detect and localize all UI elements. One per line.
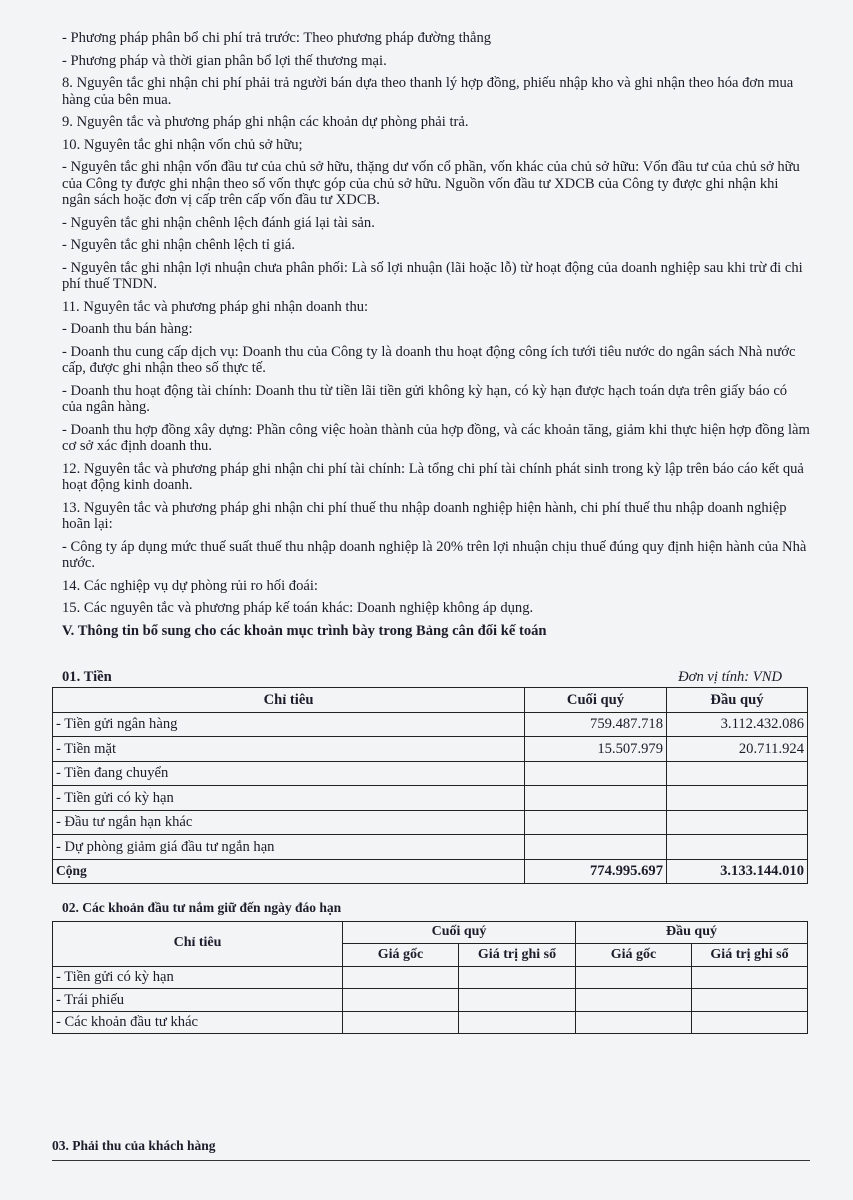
- column-subheader: Giá trị ghi sổ: [692, 944, 808, 967]
- row-label: - Đầu tư ngắn hạn khác: [53, 810, 525, 835]
- paragraph: - Doanh thu hoạt động tài chính: Doanh thu từ tiền lãi tiền gửi không kỳ hạn, có kỳ hạn được hạch toán dựa trên giấy báo có của ngân hàng.: [62, 382, 788, 415]
- paragraph: - Doanh thu hợp đồng xây dựng: Phần công việc hoàn thành của hợp đồng, và các khoản tăng, giảm khi thực hiện hợp đồng làm cơ sở xác định doanh thu.: [62, 421, 810, 454]
- cash-section-header: [62, 667, 810, 687]
- paragraph: - Doanh thu cung cấp dịch vụ: Doanh thu của Công ty là doanh thu hoạt động công ích tưới tiêu nước do ngân sách Nhà nước cấp, được ghi nhận theo số thực tế.: [62, 343, 796, 376]
- paragraph: - Nguyên tắc ghi nhận chênh lệch đánh giá lại tài sản.: [62, 214, 375, 231]
- row-label: - Trái phiếu: [53, 989, 343, 1012]
- empty-cell: [692, 989, 808, 1012]
- table-row: [53, 966, 808, 989]
- paragraph: - Công ty áp dụng mức thuế suất thuế thu nhập doanh nghiệp là 20% trên lợi nhuận chịu thuế đúng quy định hiện hành của Nhà nước.: [62, 538, 807, 571]
- empty-cell: [459, 966, 576, 989]
- end-value: [525, 761, 667, 786]
- row-label: - Tiền gửi có kỳ hạn: [53, 786, 525, 811]
- empty-cell: [576, 989, 692, 1012]
- row-label: - Dự phòng giảm giá đầu tư ngắn hạn: [53, 835, 525, 860]
- divider: [52, 1160, 810, 1161]
- paragraph: - Doanh thu bán hàng:: [62, 321, 193, 337]
- cash-table: [52, 687, 808, 884]
- row-label: - Tiền mặt: [53, 737, 525, 762]
- paragraph: - Nguyên tắc ghi nhận lợi nhuận chưa phân phối: Là số lợi nhuận (lãi hoặc lỗ) từ hoạt động của doanh nghiệp sau khi trừ đi chi phí thuế TNDN.: [62, 259, 803, 292]
- paragraph: 12. Nguyên tắc và phương pháp ghi nhận chi phí tài chính: Là tổng chi phí tài chính phát sinh trong kỳ lập trên báo cáo kết quả hoạt động kinh doanh.: [62, 460, 804, 493]
- empty-cell: [343, 966, 459, 989]
- receivables-section-title: 03. Phải thu của khách hàng: [52, 1138, 216, 1153]
- column-header: Chỉ tiêu: [53, 688, 525, 713]
- table-row: [53, 786, 808, 811]
- empty-cell: [576, 966, 692, 989]
- cash-section-title: 01. Tiền: [62, 669, 112, 685]
- total-end-value: 774.995.697: [525, 859, 667, 884]
- column-subheader: Giá gốc: [576, 944, 692, 967]
- end-value: [525, 786, 667, 811]
- column-subheader: Giá trị ghi sổ: [459, 944, 576, 967]
- empty-cell: [692, 966, 808, 989]
- end-value: [525, 835, 667, 860]
- policy-text: [56, 30, 810, 1034]
- table-header-row: [53, 921, 808, 944]
- table-row: [53, 761, 808, 786]
- begin-value: 3.112.432.086: [667, 712, 808, 737]
- column-header: Chỉ tiêu: [53, 921, 343, 966]
- column-header: Đầu quý: [667, 688, 808, 713]
- paragraph: 15. Các nguyên tắc và phương pháp kế toán khác: Doanh nghiệp không áp dụng.: [62, 600, 534, 616]
- begin-value: [667, 786, 808, 811]
- total-label: Cộng: [53, 859, 525, 884]
- table-row: [53, 989, 808, 1012]
- empty-cell: [692, 1011, 808, 1034]
- row-label: - Tiền gửi ngân hàng: [53, 712, 525, 737]
- begin-value: 20.711.924: [667, 737, 808, 762]
- empty-cell: [576, 1011, 692, 1034]
- row-label: - Tiền đang chuyển: [53, 761, 525, 786]
- paragraph: 10. Nguyên tắc ghi nhận vốn chủ sở hữu;: [62, 136, 303, 153]
- column-subheader: Giá gốc: [343, 944, 459, 967]
- section-v-heading: V. Thông tin bổ sung cho các khoản mục trình bày trong Bảng cân đối kế toán: [62, 622, 547, 639]
- table-row: [53, 810, 808, 835]
- total-row: [53, 859, 808, 884]
- table-row: [53, 737, 808, 762]
- paragraph: 11. Nguyên tắc và phương pháp ghi nhận doanh thu:: [62, 298, 369, 315]
- investments-table: [52, 921, 808, 1035]
- paragraph: - Nguyên tắc ghi nhận vốn đầu tư của chủ sở hữu, thặng dư vốn cổ phần, vốn khác của chủ sở hữu: Vốn đầu tư của chủ sở hữu của Công ty được ghi nhận theo số vốn thực góp của chủ sở hữu. Nguồn vốn đầu tư XDCB của Công ty được ghi nhận khi ngân sách hoặc đơn vị cấp trên cấp vốn đầu tư XDCB.: [62, 159, 800, 208]
- end-value: 15.507.979: [525, 737, 667, 762]
- empty-cell: [343, 989, 459, 1012]
- begin-value: [667, 835, 808, 860]
- empty-cell: [459, 1011, 576, 1034]
- total-begin-value: 3.133.144.010: [667, 859, 808, 884]
- paragraph: 9. Nguyên tắc và phương pháp ghi nhận các khoản dự phòng phải trả.: [62, 114, 469, 130]
- column-header: Cuối quý: [343, 921, 576, 944]
- end-value: [525, 810, 667, 835]
- table-row: [53, 835, 808, 860]
- investments-section-title: 02. Các khoản đầu tư nắm giữ đến ngày đáo hạn: [62, 900, 342, 915]
- paragraph: - Phương pháp phân bổ chi phí trả trước: Theo phương pháp đường thẳng: [62, 30, 492, 46]
- paragraph: - Phương pháp và thời gian phân bổ lợi thế thương mại.: [62, 52, 387, 69]
- empty-cell: [459, 989, 576, 1012]
- table-row: [53, 1011, 808, 1034]
- table-header-row: [53, 688, 808, 713]
- paragraph: 14. Các nghiệp vụ dự phòng rủi ro hối đoái:: [62, 577, 318, 594]
- begin-value: [667, 810, 808, 835]
- column-header: Cuối quý: [525, 688, 667, 713]
- empty-cell: [343, 1011, 459, 1034]
- paragraph: 8. Nguyên tắc ghi nhận chi phí phải trả người bán dựa theo thanh lý hợp đồng, phiếu nhập kho và ghi nhận theo hóa đơn mua hàng của bên mua.: [62, 75, 794, 108]
- row-label: - Các khoản đầu tư khác: [53, 1011, 343, 1034]
- begin-value: [667, 761, 808, 786]
- end-value: 759.487.718: [525, 712, 667, 737]
- row-label: - Tiền gửi có kỳ hạn: [53, 966, 343, 989]
- paragraph: - Nguyên tắc ghi nhận chênh lệch tỉ giá.: [62, 237, 296, 253]
- column-header: Đầu quý: [576, 921, 808, 944]
- table-row: [53, 712, 808, 737]
- paragraph: 13. Nguyên tắc và phương pháp ghi nhận chi phí thuế thu nhập doanh nghiệp hiện hành, chi phí thuế thu nhập doanh nghiệp hoãn lại:: [62, 499, 787, 532]
- currency-unit: Đơn vị tính: VND: [678, 669, 782, 685]
